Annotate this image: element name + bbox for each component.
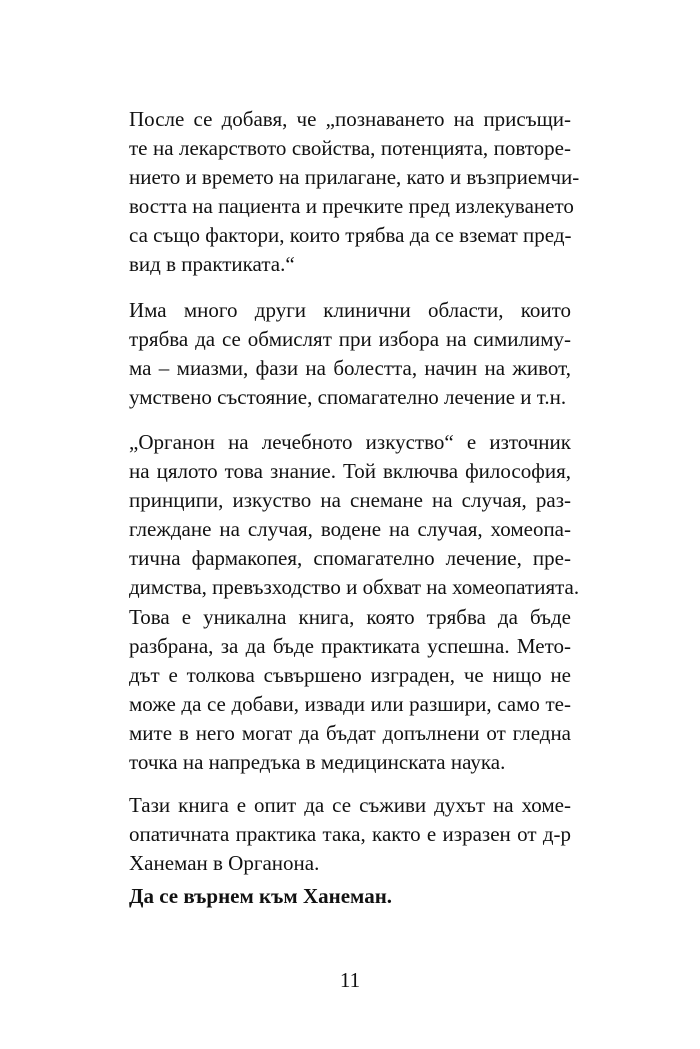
paragraph-5 (129, 791, 571, 878)
text-line: глеждане на случая, водене на случая, хомеопа- (129, 517, 571, 541)
text-line: востта на пациента и пречките пред излекуването (129, 194, 574, 218)
text-line: мите в него могат да бъдат допълнени от гледна (129, 721, 571, 745)
text-line: дът е толкова съвършено изграден, че нищо не (129, 663, 571, 687)
text-line: вид в практиката.“ (129, 252, 295, 276)
text-line: точка на напредъка в медицинската наука. (129, 750, 506, 774)
text-line: трябва да се обмислят при избора на симилиму- (129, 327, 571, 351)
text-line: те на лекарството свойства, потенцията, повторе- (129, 136, 571, 160)
text-line: принципи, изкуство на снемане на случая, раз- (129, 488, 571, 512)
text-line: опатичната практика така, както е изразен от д-р (129, 822, 571, 846)
text-line: са също фактори, които трябва да се вземат пред- (129, 223, 572, 247)
closing-text: Да се върнем към Ханеман. (129, 884, 393, 908)
text-line: После се добавя, че „познаването на присъщи- (129, 107, 571, 131)
text-line: Ханеман в Органона. (129, 851, 320, 875)
text-line: Тази книга е опит да се съживи духът на хоме- (129, 793, 571, 817)
paragraph-4 (129, 603, 571, 777)
text-line: димства, превъзходство и обхват на хомеопатията. (129, 575, 580, 599)
paragraph-3 (129, 428, 580, 602)
text-line: може да се добави, извади или разшири, само те- (129, 692, 571, 716)
paragraph-1 (129, 105, 580, 279)
text-line: ма – миазми, фази на болестта, начин на живот, (129, 356, 571, 380)
paragraph-2 (129, 296, 571, 412)
text-line: на цялото това знание. Той включва философия, (129, 459, 571, 483)
text-line: умствено състояние, спомагателно лечение и т.н. (129, 385, 567, 409)
text-line: Това е уникална книга, която трябва да бъде (129, 605, 571, 629)
text-line: Има много други клинични области, които (129, 298, 571, 322)
page-number: 11 (339, 968, 361, 992)
text-line: разбрана, за да бъде практиката успешна. Мето- (129, 634, 571, 658)
text-line: тична фармакопея, спомагателно лечение, пре- (129, 546, 571, 570)
closing-line (129, 882, 571, 911)
text-line: нието и времето на прилагане, като и възприемчи- (129, 165, 580, 189)
text-line: „Органон на лечебното изкуство“ е източник (129, 430, 571, 454)
